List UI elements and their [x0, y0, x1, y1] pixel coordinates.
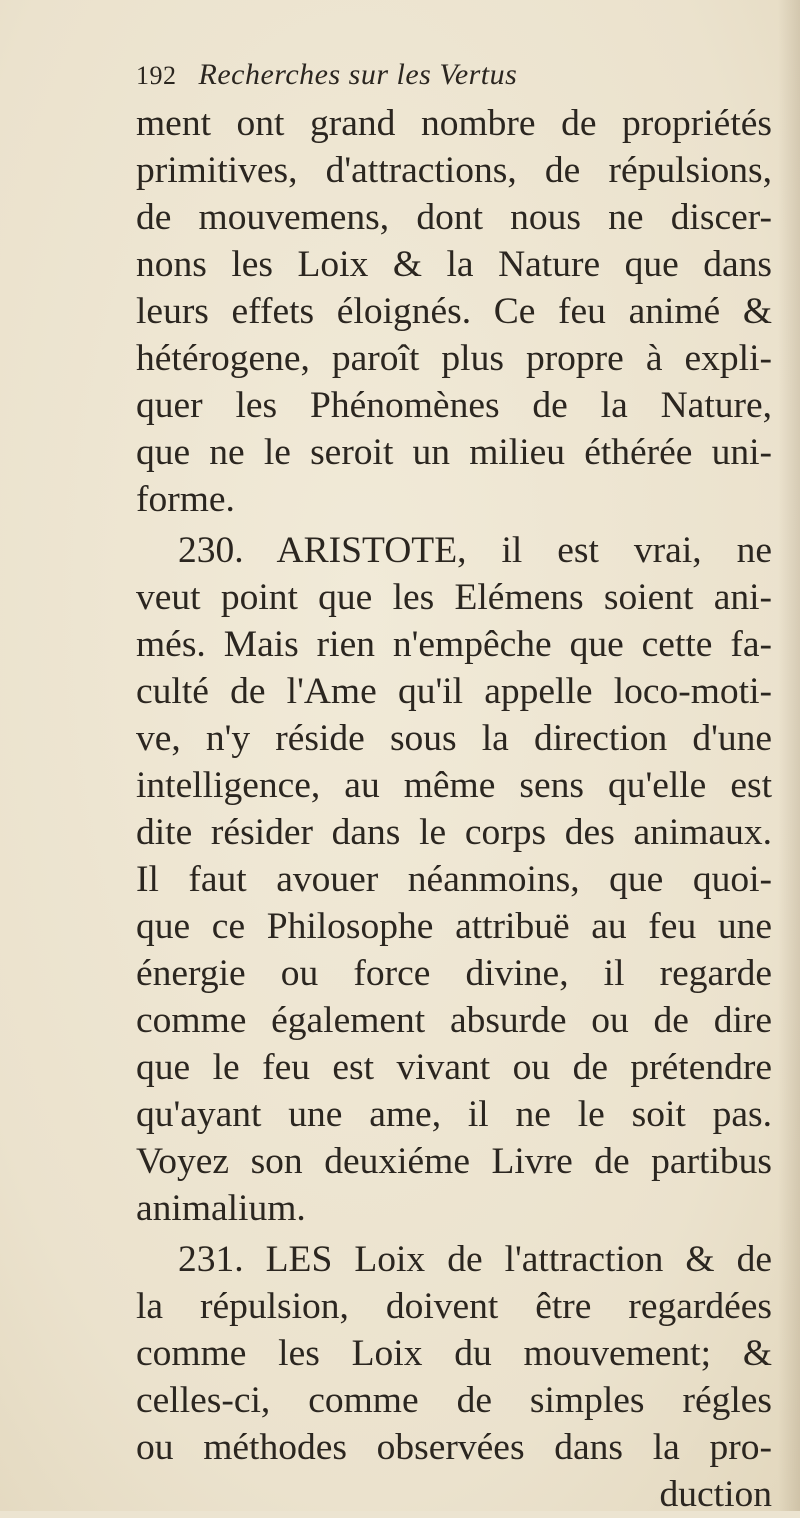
text-line: 231. LES Loix de l'attraction & de [178, 1239, 772, 1280]
paragraph [136, 1236, 772, 1518]
text-line: culté de l'Ame qu'il appelle loco-moti- [136, 671, 772, 712]
text-line: animalium. [136, 1188, 306, 1229]
text-line: quer les Phénomènes de la Nature, [136, 385, 772, 426]
text-line: qu'ayant une ame, il ne le soit pas. [136, 1094, 772, 1135]
text-line: comme également absurde ou de dire [136, 1000, 772, 1041]
text-line: 230. ARISTOTE, il est vrai, ne [178, 530, 772, 571]
catchword: duction [659, 1474, 772, 1515]
text-line: comme les Loix du mouvement; & [136, 1333, 772, 1374]
running-header [136, 58, 517, 92]
text-line: leurs effets éloignés. Ce feu animé & [136, 291, 772, 332]
text-line: énergie ou force divine, il regarde [136, 953, 772, 994]
paragraph [136, 527, 772, 1232]
text-line: veut point que les Elémens soient ani- [136, 577, 772, 618]
text-line: hétérogene, paroît plus propre à expli- [136, 338, 772, 379]
text-line: Il faut avouer néanmoins, que quoi- [136, 859, 772, 900]
running-title: Recherches sur les Vertus [198, 58, 518, 91]
page-body [136, 100, 772, 1518]
text-line: ment ont grand nombre de propriétés [136, 103, 772, 144]
text-line: forme. [136, 479, 235, 520]
page-gutter-shadow [778, 0, 800, 1511]
text-line: dite résider dans le corps des animaux. [136, 812, 772, 853]
text-line: ou méthodes observées dans la pro- [136, 1427, 772, 1468]
text-line: que ce Philosophe attribuë au feu une [136, 906, 772, 947]
text-line: més. Mais rien n'empêche que cette fa- [136, 624, 772, 665]
text-line: nons les Loix & la Nature que dans [136, 244, 772, 285]
text-line: de mouvemens, dont nous ne discer- [136, 197, 772, 238]
text-line: la répulsion, doivent être regardées [136, 1286, 772, 1327]
text-line: celles-ci, comme de simples régles [136, 1380, 772, 1421]
paragraph [136, 100, 772, 523]
text-line: ve, n'y réside sous la direction d'une [136, 718, 772, 759]
text-line: intelligence, au même sens qu'elle est [136, 765, 772, 806]
text-line: que ne le seroit un milieu éthérée uni- [136, 432, 772, 473]
text-line: que le feu est vivant ou de prétendre [136, 1047, 772, 1088]
page-number: 192 [136, 61, 177, 90]
text-line: primitives, d'attractions, de répulsions, [136, 150, 772, 191]
text-line: Voyez son deuxiéme Livre de partibus [136, 1141, 772, 1182]
